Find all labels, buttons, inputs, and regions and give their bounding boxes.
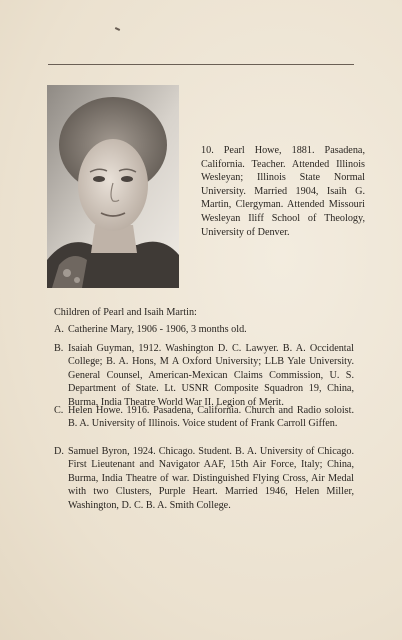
bio-paragraph: 10. Pearl Howe, 1881. Pasadena, California. Teacher. Attended Illinois Wesleyan; Illinois State Normal University. Married 1904, Isaih G. Martin, Clergyman. Attended Missouri Wesleyan Iliff School of Theology, University of Denver. xyxy=(201,145,365,238)
header-rule xyxy=(48,64,354,65)
child-letter: C. xyxy=(54,405,64,416)
child-letter: D. xyxy=(54,446,64,457)
child-entry-b xyxy=(54,342,354,409)
child-entry-a xyxy=(54,323,354,336)
children-intro: Children of Pearl and Isaih Martin: xyxy=(54,307,197,318)
margin-mark xyxy=(115,27,120,31)
child-entry-c xyxy=(54,404,354,431)
child-text: Isaiah Guyman, 1912. Washington D. C. Lawyer. B. A. Occidental College; B. A. Hons, M A Oxford University; LLB Yale University. General Counsel, American-Mexican Claims Commission, U. S. Department of State. Lt. USNR Composite Squadron 19, China, Burma, India Theatre World War II. Legion of Merit. xyxy=(68,343,354,408)
portrait-image xyxy=(47,85,179,288)
child-letter: B. xyxy=(54,343,64,354)
child-text: Catherine Mary, 1906 - 1906, 3 months old. xyxy=(68,324,247,335)
child-text: Samuel Byron, 1924. Chicago. Student. B. A. University of Chicago. First Lieutenant and Navigator AAF, 15th Air Force, Italy; China, Burma, India Theatre of war. Distinguished Flying Cross, Air Medal with two Clusters, Purple Heart. Married 1946, Helen Miller, Washington, D. C. B. A. Smith College. xyxy=(68,446,354,511)
child-letter: A. xyxy=(54,324,64,335)
portrait-photo xyxy=(47,85,179,288)
child-text: Helen Howe. 1916. Pasadena, California. Church and Radio soloist. B. A. University of Illinois. Voice student of Frank Carroll Giffen. xyxy=(68,405,354,430)
child-entry-d xyxy=(54,445,354,512)
